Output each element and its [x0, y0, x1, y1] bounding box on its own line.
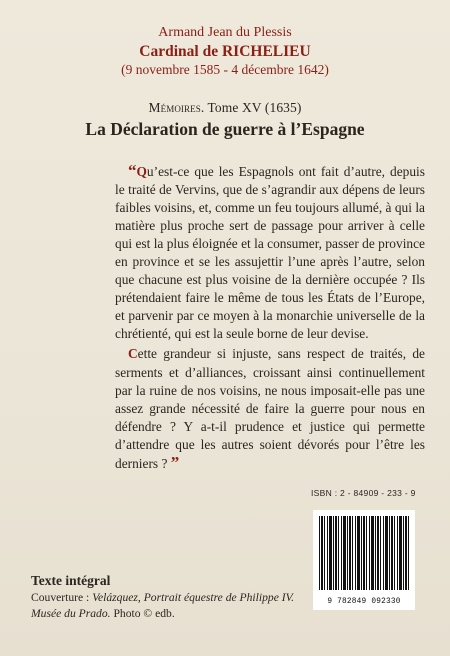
open-quote-mark: “: [128, 161, 137, 180]
museum-name: Musée du Prado.: [31, 606, 111, 620]
cover-work: Velázquez, Portrait équestre de Philippe IV.: [92, 591, 295, 604]
volume-block: [0, 99, 450, 140]
barcode-digits: 9 782849 092330: [327, 598, 401, 606]
cover-label: Couverture :: [31, 591, 93, 604]
author-name: Armand Jean du Plessis: [158, 25, 292, 40]
paragraph-1-text: u’est-ce que les Espagnols ont fait d’autre, depuis le traité de Vervins, que de s’agrandir aux dépens de leurs faibles voisins, et, comme un feu toujours allumé, à qui la matière plus proche sert de passage pour arriver à celle qui est la plus éloignée et la consumer, passer de province en province et se les assujettir l’une après l’autre, selon que chacune est plus voisine de la dernière occupée ? Ils prétendaient faire le même de tous les États de l’Europe, et parvenir par ce moyen à la monarchie universelle de la chrétienté, qui est la seule borne de leur devise.: [115, 164, 425, 342]
book-title: La Déclaration de guerre à l’Espagne: [85, 119, 365, 139]
quote-block: [115, 162, 425, 473]
footer-credits: [31, 572, 321, 621]
barcode-bars: [319, 516, 409, 590]
paragraph-2-initial: C: [128, 346, 138, 362]
isbn: ISBN : 2 - 84909 - 233 - 9: [311, 488, 416, 498]
photo-credit: [31, 606, 321, 622]
photo-label: Photo © edb.: [110, 606, 175, 620]
close-quote-mark: ”: [170, 452, 180, 472]
quote-paragraph-1: [115, 162, 425, 343]
tome-info: Tome XV (1635): [204, 100, 302, 115]
author-title: Cardinal de RICHELIEU: [139, 43, 311, 60]
full-text-label: Texte intégral: [31, 573, 111, 588]
paragraph-1-initial: Q: [136, 164, 147, 179]
author-header: [0, 24, 450, 79]
cover-credit: [31, 590, 321, 606]
series-name: Mémoires.: [148, 100, 205, 115]
paragraph-2-text: ette grandeur si injuste, sans respect de traités, de serments et d’alliances, croissant ainsi continuellement par la ruine de nos voisins, ne nous imposait-elle pas une assez grande nécessité de faire la guerre pour nous en défendre ? Y a-t-il prudence et justice qui permette d’attendre que les autres soient dévorés pour l’être les derniers ?: [115, 346, 425, 471]
volume-line: [0, 99, 450, 117]
barcode: [313, 510, 415, 610]
author-dates: (9 novembre 1585 - 4 décembre 1642): [121, 62, 329, 77]
quote-paragraph-2: [115, 345, 425, 472]
